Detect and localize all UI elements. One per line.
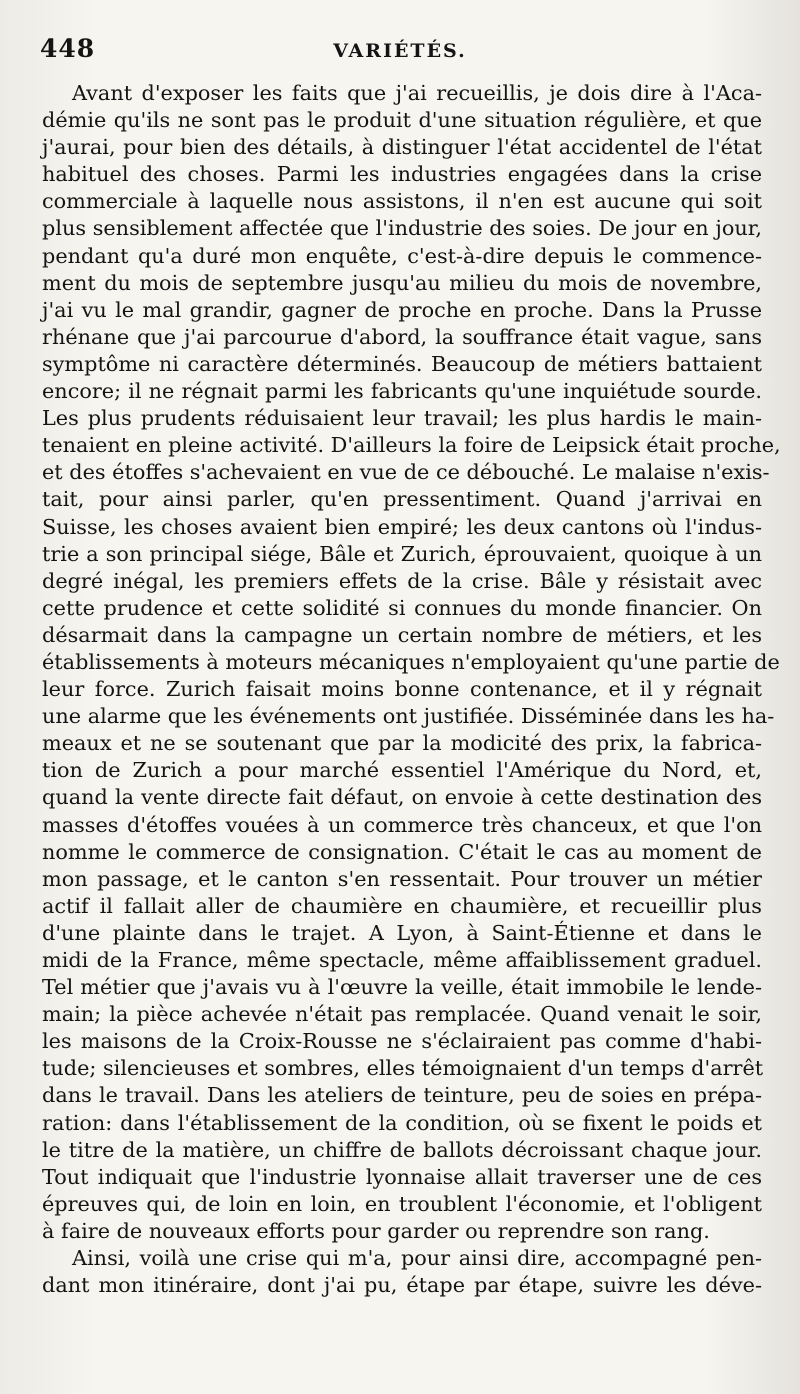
text-line: dans le travail. Dans les ateliers de teinture, peu de soies en prépa- bbox=[42, 1083, 762, 1108]
text-line: actif il fallait aller de chaumière en chaumière, et recueillir plus bbox=[42, 893, 762, 918]
text-line: j'ai vu le mal grandir, gagner de proche en proche. Dans la Prusse bbox=[42, 297, 762, 322]
text-line: épreuves qui, de loin en loin, en troublent l'économie, et l'obligent bbox=[42, 1191, 762, 1216]
text-line: établissements à moteurs mécaniques n'employaient qu'une partie de bbox=[42, 649, 780, 674]
text-line: à faire de nouveaux efforts pour garder ou reprendre son rang. bbox=[42, 1218, 710, 1243]
text-line: les maisons de la Croix-Rousse ne s'éclairaient pas comme d'habi- bbox=[42, 1029, 762, 1054]
text-line: démie qu'ils ne sont pas le produit d'une situation régulière, et que bbox=[42, 108, 762, 133]
text-line: rhénane que j'ai parcourue d'abord, la souffrance était vague, sans bbox=[42, 324, 762, 349]
text-line: ment du mois de septembre jusqu'au milieu du mois de novembre, bbox=[42, 270, 762, 295]
text-line: Tout indiquait que l'industrie lyonnaise allait traverser une de ces bbox=[42, 1164, 762, 1189]
running-title: VARIÉTÉS. bbox=[333, 40, 467, 62]
text-line: Avant d'exposer les faits que j'ai recueillis, je dois dire à l'Aca- bbox=[72, 81, 762, 105]
text-line: symptôme ni caractère déterminés. Beaucoup de métiers battaient bbox=[42, 351, 762, 376]
text-line: encore; il ne régnait parmi les fabricants qu'une inquiétude sourde. bbox=[42, 379, 762, 404]
text-line: tion de Zurich a pour marché essentiel l'Amérique du Nord, et, bbox=[42, 758, 762, 783]
text-line: Ainsi, voilà une crise qui m'a, pour ainsi dire, accompagné pen- bbox=[72, 1246, 762, 1271]
page-header bbox=[40, 34, 760, 68]
text-line: le titre de la matière, un chiffre de ballots décroissant chaque jour. bbox=[42, 1137, 762, 1162]
text-line: plus sensiblement affectée que l'industrie des soies. De jour en jour, bbox=[42, 216, 762, 241]
text-line: tait, pour ainsi parler, qu'en pressentiment. Quand j'arrivai en bbox=[42, 487, 762, 512]
text-line: tude; silencieuses et sombres, elles témoignaient d'un temps d'arrêt bbox=[42, 1056, 764, 1081]
text-line: habituel des choses. Parmi les industries engagées dans la crise bbox=[42, 162, 762, 187]
text-line: leur force. Zurich faisait moins bonne contenance, et il y régnait bbox=[42, 677, 762, 702]
text-line: Tel métier que j'avais vu à l'œuvre la veille, était immobile le lende- bbox=[42, 975, 762, 1000]
text-line: midi de la France, même spectacle, même affaiblissement graduel. bbox=[42, 948, 762, 972]
text-line: Les plus prudents réduisaient leur travail; les plus hardis le main- bbox=[42, 406, 762, 431]
text-line: ration: dans l'établissement de la condition, où se fixent le poids et bbox=[42, 1110, 762, 1135]
text-line: une alarme que les événements ont justifiée. Disséminée dans les ha- bbox=[42, 704, 775, 729]
text-line: commerciale à laquelle nous assistons, il n'en est aucune qui soit bbox=[42, 189, 762, 214]
text-line: cette prudence et cette solidité si connues du monde financier. On bbox=[42, 595, 762, 620]
page-number: 448 bbox=[40, 34, 96, 63]
text-line: degré inégal, les premiers effets de la crise. Bâle y résistait avec bbox=[42, 568, 762, 593]
text-line: dant mon itinéraire, dont j'ai pu, étape par étape, suivre les déve- bbox=[42, 1273, 762, 1298]
text-line: pendant qu'a duré mon enquête, c'est-à-dire depuis le commence- bbox=[42, 243, 762, 268]
body-text bbox=[42, 80, 781, 1299]
text-line: et des étoffes s'achevaient en vue de ce débouché. Le malaise n'exis- bbox=[42, 460, 770, 485]
text-line: nomme le commerce de consignation. C'était le cas au moment de bbox=[42, 839, 762, 864]
text-line: tenaient en pleine activité. D'ailleurs la foire de Leipsick était proche, bbox=[42, 433, 781, 458]
text-line: d'une plainte dans le trajet. A Lyon, à Saint-Étienne et dans le bbox=[42, 920, 762, 945]
text-line: mon passage, et le canton s'en ressentait. Pour trouver un métier bbox=[42, 866, 762, 891]
text-line: quand la vente directe fait défaut, on envoie à cette destination des bbox=[42, 785, 762, 810]
text-line: j'aurai, pour bien des détails, à distinguer l'état accidentel de l'état bbox=[42, 135, 762, 160]
text-line: masses d'étoffes vouées à un commerce très chanceux, et que l'on bbox=[42, 812, 762, 837]
text-line: Suisse, les choses avaient bien empiré; les deux cantons où l'indus- bbox=[42, 514, 762, 539]
text-line: meaux et ne se soutenant que par la modicité des prix, la fabrica- bbox=[42, 731, 762, 756]
text-line: trie a son principal siége, Bâle et Zurich, éprouvaient, quoique à un bbox=[42, 541, 762, 566]
text-line: main; la pièce achevée n'était pas remplacée. Quand venait le soir, bbox=[42, 1002, 762, 1027]
text-line: désarmait dans la campagne un certain nombre de métiers, et les bbox=[42, 622, 762, 647]
